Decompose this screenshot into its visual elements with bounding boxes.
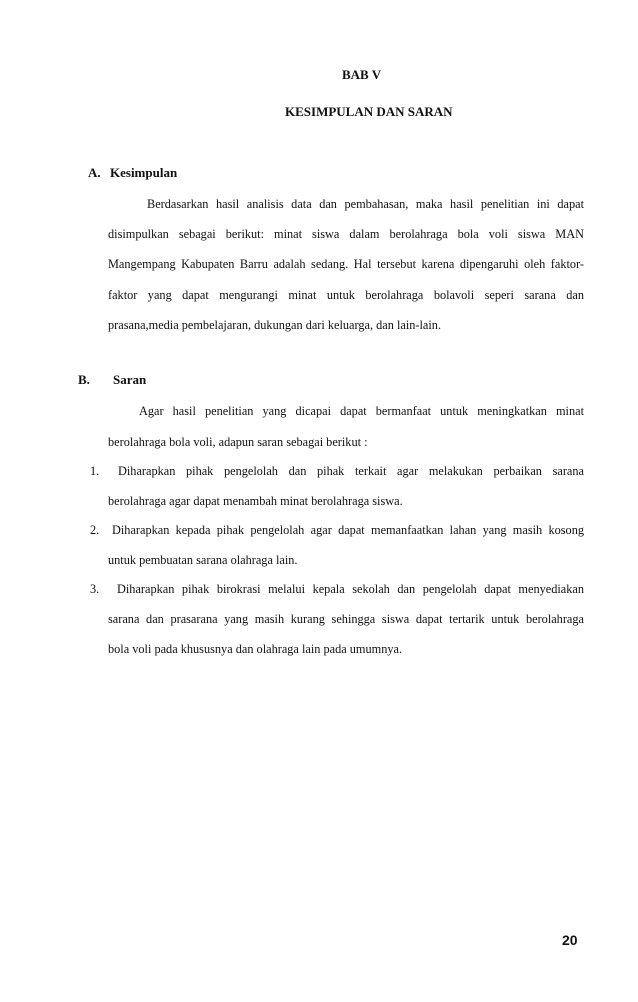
- section-b-heading: [78, 372, 146, 388]
- paragraph-line: disimpulkan sebagai berikut: minat siswa dalam berolahraga bola voli siswa MAN: [108, 227, 584, 241]
- list-item-number: 3.: [90, 582, 100, 596]
- section-b-marker: B.: [78, 372, 90, 387]
- list-item-line: Diharapkan kepada pihak pengelolah agar dapat memanfaatkan lahan yang masih kosong: [112, 523, 584, 537]
- list-item-line: berolahraga agar dapat menambah minat berolahraga siswa.: [108, 494, 403, 508]
- list-item-line: Diharapkan pihak birokrasi melalui kepala sekolah dan pengelolah dapat menyediakan: [117, 582, 584, 596]
- list-item-line: sarana dan prasarana yang masih kurang sehingga siswa dapat tertarik untuk berolahraga: [108, 612, 584, 626]
- list-item-line: Diharapkan pihak pengelolah dan pihak terkait agar melakukan perbaikan sarana: [118, 464, 584, 478]
- paragraph-line: faktor yang dapat mengurangi minat untuk berolahraga bolavoli seperi sarana dan: [108, 288, 584, 302]
- section-a-title: Kesimpulan: [110, 165, 178, 180]
- section-a-marker: A.: [88, 165, 101, 180]
- page-number: 20: [562, 932, 578, 948]
- list-item-line: untuk pembuatan sarana olahraga lain.: [108, 553, 298, 567]
- list-item-number: 2.: [90, 523, 100, 537]
- list-item-number: 1.: [90, 464, 100, 478]
- list-item-line: bola voli pada khususnya dan olahraga lain pada umumnya.: [108, 642, 403, 656]
- paragraph-line: prasana,media pembelajaran, dukungan dari keluarga, dan lain-lain.: [108, 318, 442, 332]
- paragraph-line: Agar hasil penelitian yang dicapai dapat bermanfaat untuk meningkatkan minat: [139, 404, 584, 418]
- paragraph-line: Berdasarkan hasil analisis data dan pembahasan, maka hasil penelitian ini dapat: [147, 197, 584, 211]
- section-b-title: Saran: [113, 372, 147, 387]
- section-a-heading: [88, 165, 177, 181]
- paragraph-line: Mangempang Kabupaten Barru adalah sedang. Hal tersebut karena dipengaruhi oleh faktor-: [108, 257, 584, 271]
- chapter-label: BAB V: [342, 67, 382, 82]
- paragraph-line: berolahraga bola voli, adapun saran sebagai berikut :: [108, 435, 368, 449]
- chapter-title: KESIMPULAN DAN SARAN: [285, 104, 453, 119]
